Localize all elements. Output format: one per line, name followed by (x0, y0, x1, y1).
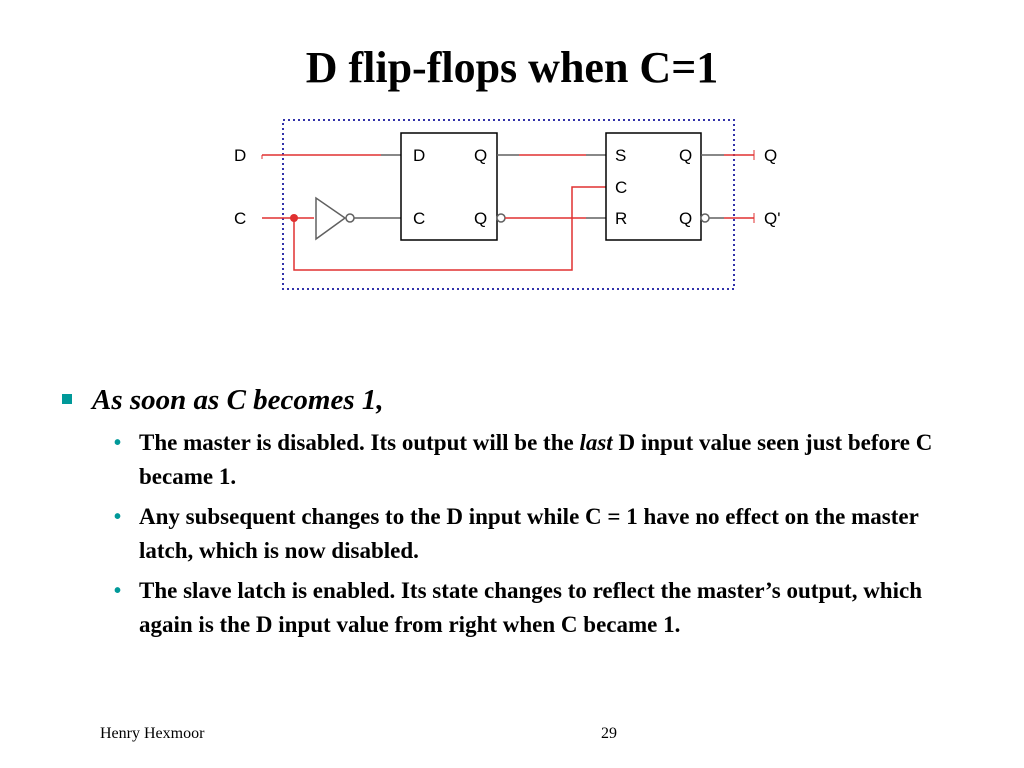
sub-bullet-1 (114, 426, 964, 494)
square-bullet-icon (62, 394, 72, 404)
flip-flop-circuit-diagram (0, 0, 1024, 360)
wire-master-qbar-to-slave-r (497, 214, 606, 222)
round-bullet-icon: • (114, 580, 122, 602)
slave-pin-q-bar: Q (679, 209, 693, 228)
sub-bullet-2-text: Any subsequent changes to the D input while C = 1 have no effect on the master latch, which is now disabled. (139, 504, 919, 563)
master-pin-q: Q (474, 146, 488, 165)
sub-bullet-2 (114, 500, 964, 568)
wire-q-output (701, 150, 754, 160)
bullet-main-text: As soon as C becomes 1, (92, 384, 384, 416)
output-label-q: Q (764, 146, 778, 165)
master-pin-d: D (413, 146, 426, 165)
slave-pin-r: R (615, 209, 628, 228)
sub-bullet-3-text: The slave latch is enabled. Its state changes to reflect the master’s output, which again is the D input value from right when C became 1. (139, 578, 922, 637)
bullet-list (62, 380, 982, 642)
sub-bullet-1-text-post: D input value seen just before C became 1. (139, 430, 933, 489)
master-pin-c: C (413, 209, 426, 228)
slide-title: D flip-flops when C=1 (305, 43, 719, 92)
slave-pin-q: Q (679, 146, 693, 165)
slave-pin-s: S (615, 146, 627, 165)
round-bullet-icon: • (114, 506, 122, 528)
slave-pin-c: C (615, 178, 628, 197)
output-label-q-prime: Q' (764, 209, 781, 228)
sub-bullet-3 (114, 574, 964, 642)
footer-page-number: 29 (601, 725, 617, 742)
sub-bullet-1-emphasis: last (579, 430, 613, 455)
bullet-main (62, 380, 982, 420)
footer-author: Henry Hexmoor (100, 725, 205, 742)
master-pin-q-bar: Q (474, 209, 488, 228)
round-bullet-icon: • (114, 432, 122, 454)
input-label-d: D (234, 146, 247, 165)
sub-bullet-1-text-pre: The master is disabled. Its output will be the (139, 430, 580, 455)
input-label-c: C (234, 209, 247, 228)
not-gate (316, 198, 401, 239)
wire-qbar-output (701, 213, 754, 223)
